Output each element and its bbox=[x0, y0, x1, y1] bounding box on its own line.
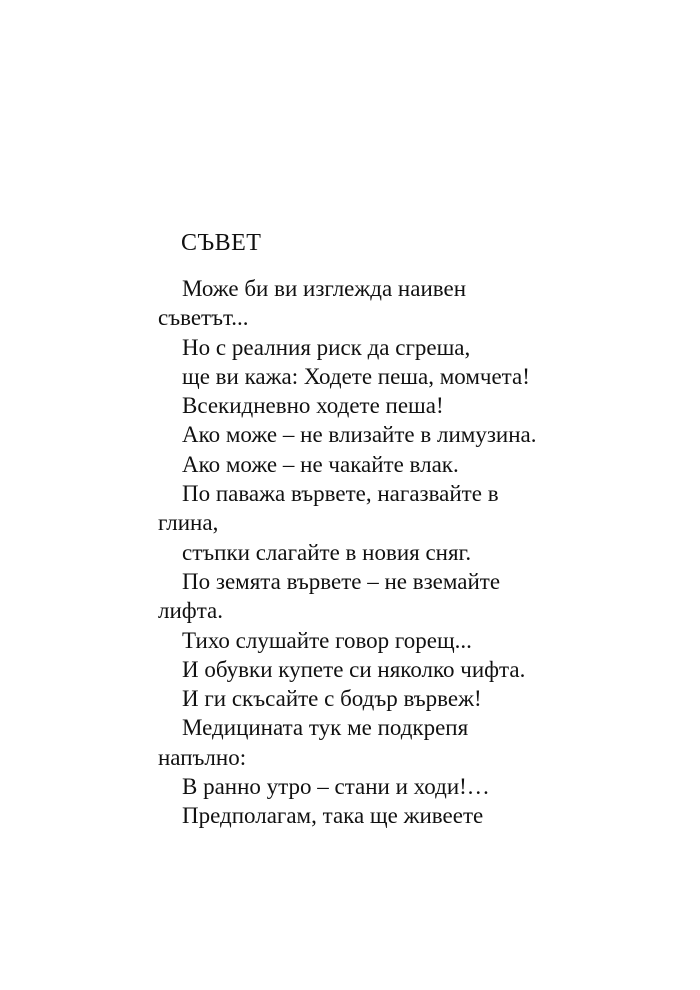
poem-line: Медицината тук ме подкрепя bbox=[182, 715, 469, 741]
poem-line: По земята вървете – не вземайте bbox=[182, 568, 501, 594]
poem-line: В ранно утро – стани и ходи!… bbox=[182, 774, 490, 800]
poem-line: По паважа вървете, нагазвайте в bbox=[182, 481, 499, 507]
poem-line: съветът... bbox=[158, 305, 249, 331]
poem-body bbox=[158, 274, 578, 831]
poem-line: глина, bbox=[158, 510, 219, 536]
poem-line: И обувки купете си няколко чифта. bbox=[182, 656, 526, 682]
poem-line: Но с реалния риск да сгреша, bbox=[182, 334, 471, 360]
poem-line: Предполагам, така ще живеете bbox=[182, 803, 484, 829]
poem-line: Ако може – не влизайте в лимузина. bbox=[182, 422, 537, 448]
poem-line: лифта. bbox=[158, 598, 223, 624]
poem-line: Всекидневно ходете пеша! bbox=[182, 393, 444, 419]
poem-line: напълно: bbox=[158, 744, 247, 770]
poem-line: Тихо слушайте говор горещ... bbox=[182, 627, 472, 653]
poem-line: ще ви кажа: Ходете пеша, момчета! bbox=[182, 363, 530, 389]
poem-line: Ако може – не чакайте влак. bbox=[182, 451, 459, 477]
poem-line: стъпки слагайте в новия сняг. bbox=[182, 539, 472, 565]
poem-title: СЪВЕТ bbox=[181, 230, 262, 256]
poem-line: И ги скъсайте с бодър вървеж! bbox=[182, 686, 482, 712]
poem-line: Може би ви изглежда наивен bbox=[182, 276, 466, 301]
